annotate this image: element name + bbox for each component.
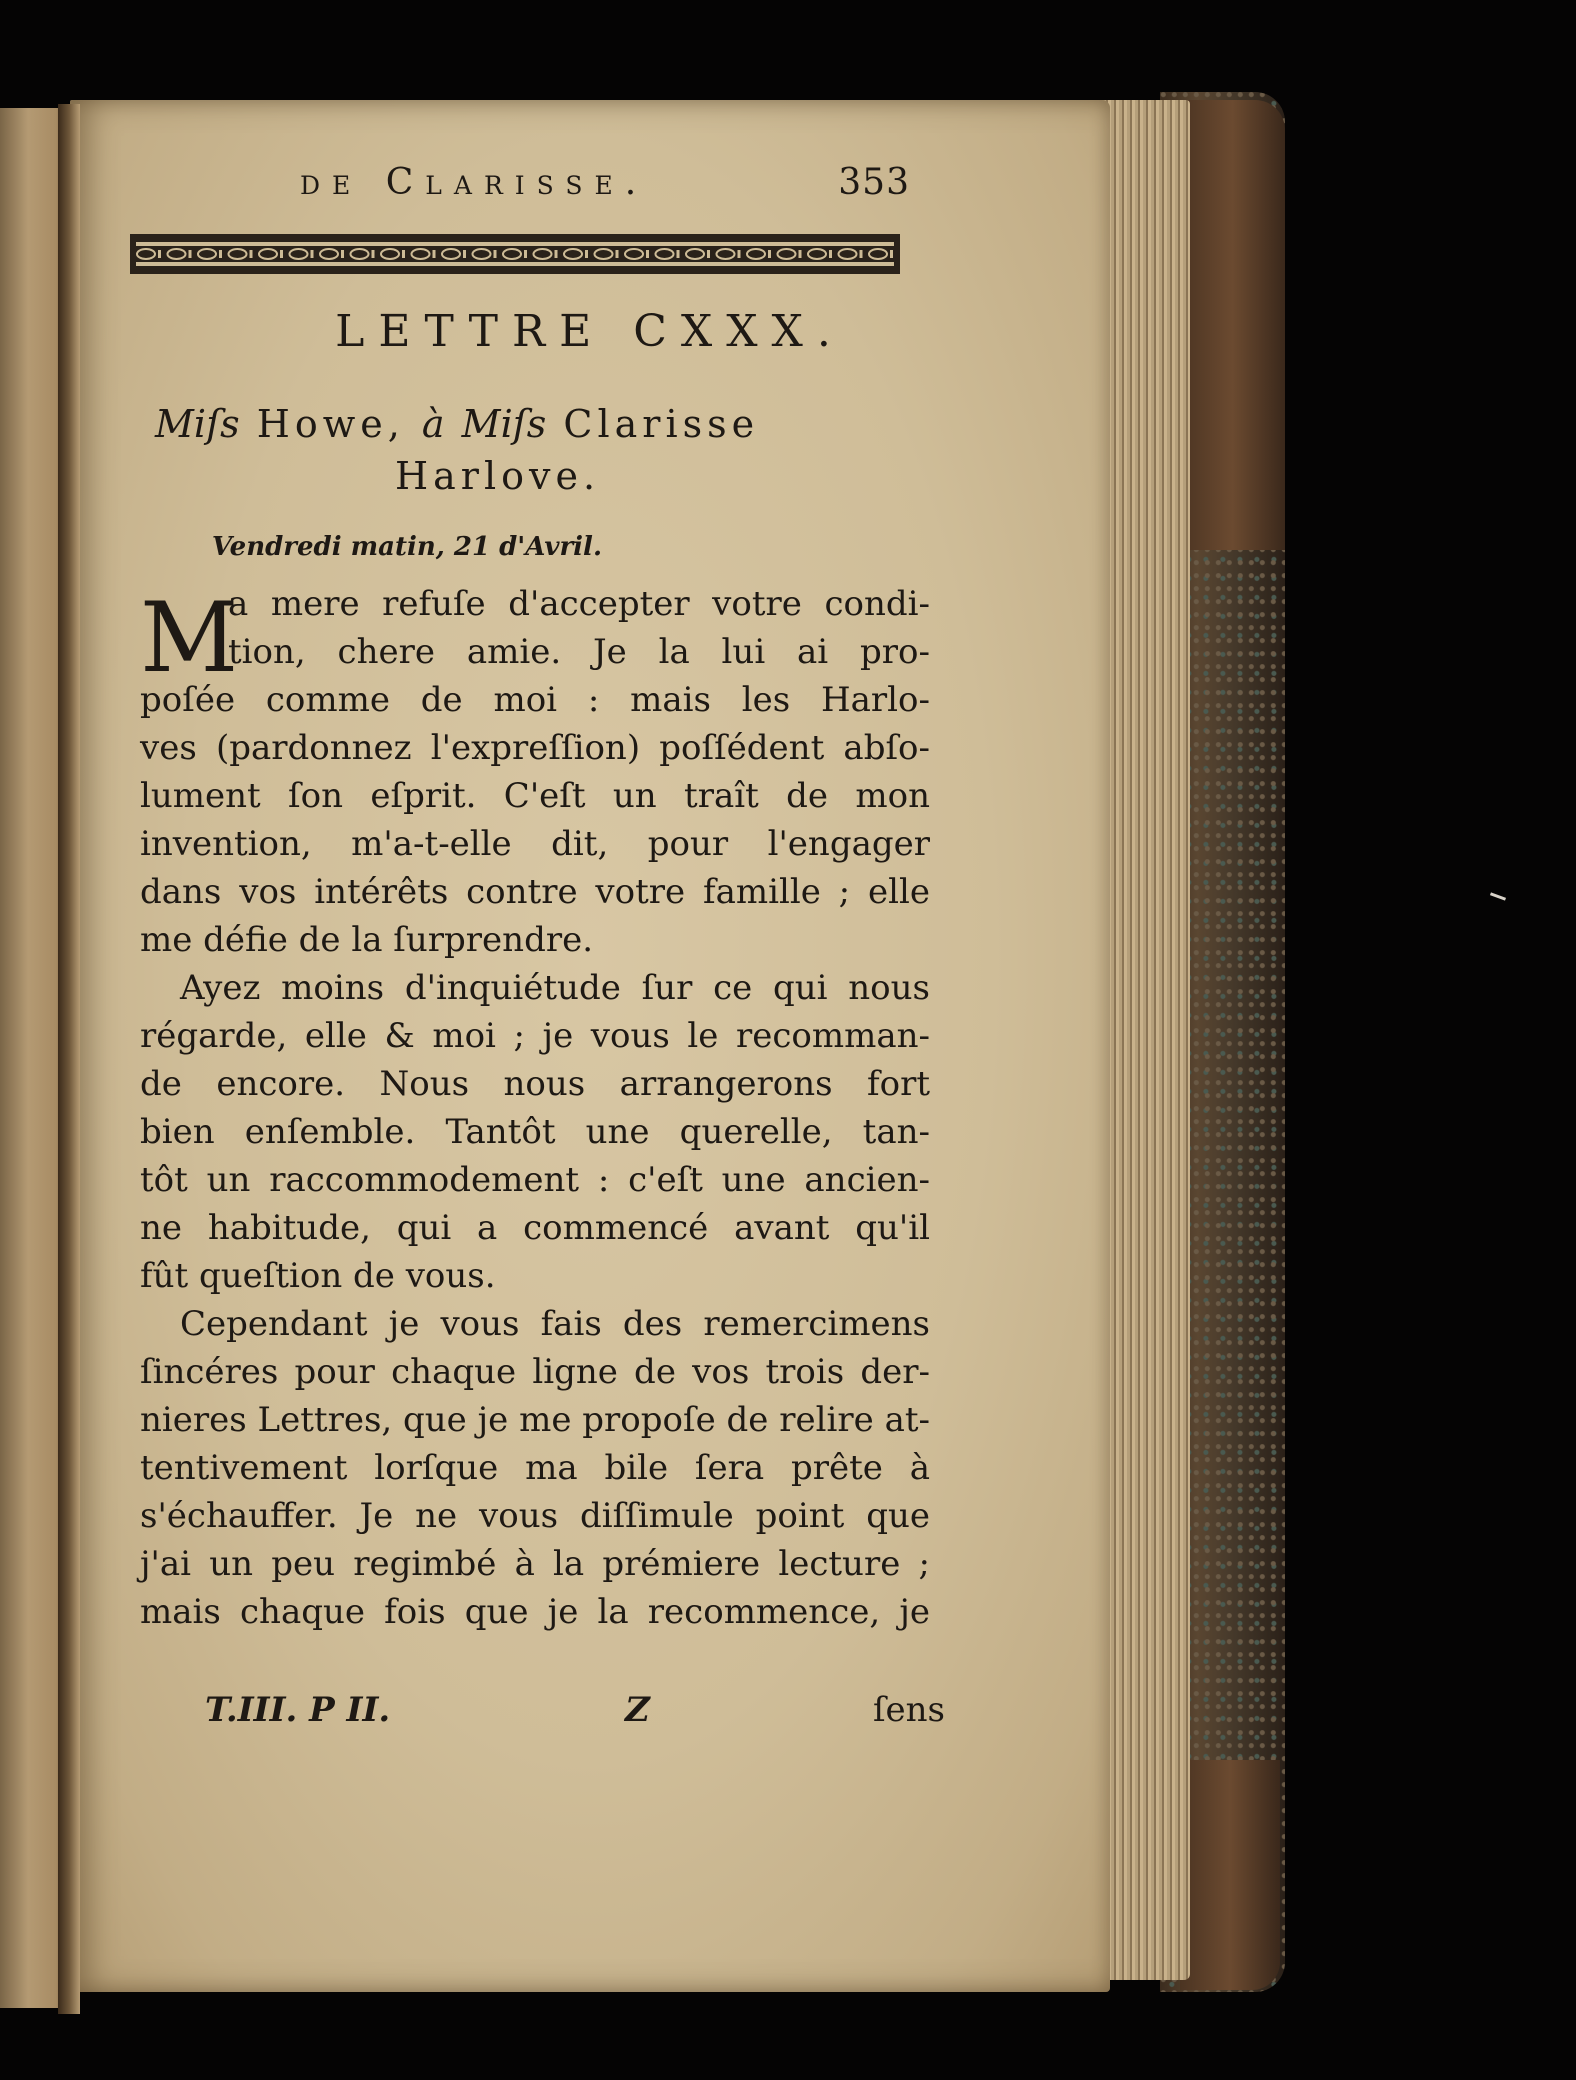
leather-corner-top bbox=[1180, 100, 1285, 550]
book-gutter bbox=[58, 104, 80, 2014]
body-line: Ayez moins d'inquiétude ſur ce qui nous bbox=[180, 968, 930, 1008]
gathering-mark: Z bbox=[625, 1690, 650, 1730]
body-line: s'échauffer. Je ne vous diſſimule point que bbox=[140, 1496, 930, 1536]
body-line: Cependant je vous fais des remercimens bbox=[180, 1304, 930, 1344]
body-line: tion, chere amie. Je la lui ai pro- bbox=[228, 632, 930, 672]
body-line: ſincéres pour chaque ligne de vos trois der- bbox=[140, 1352, 930, 1392]
catchword: ſens bbox=[872, 1690, 945, 1730]
salutation-space bbox=[445, 402, 462, 446]
running-head bbox=[250, 162, 910, 212]
salutation-title-2: Miſs bbox=[461, 402, 547, 446]
body-line: ne habitude, qui a commencé avant qu'il bbox=[140, 1208, 930, 1248]
running-title: de Clarisse. bbox=[300, 162, 649, 203]
dateline-text: Vendredi matin, 21 d'Avril. bbox=[211, 532, 602, 562]
body-line: nieres Lettres, que je me propoſe de relire at- bbox=[140, 1400, 930, 1440]
printer-ornament-band bbox=[130, 230, 900, 278]
salutation-title-1: Miſs bbox=[155, 402, 240, 446]
body-line: mais chaque fois que je la recommence, je bbox=[140, 1592, 930, 1632]
letter-body bbox=[140, 580, 930, 1636]
salutation-name-1: Howe, bbox=[239, 402, 422, 446]
body-line: lument ſon eſprit. C'eſt un traît de mon bbox=[140, 776, 930, 816]
body-line: a mere refuſe d'accepter votre condi- bbox=[228, 584, 930, 624]
body-line: j'ai un peu regimbé à la prémiere lecture ; bbox=[140, 1544, 930, 1584]
salutation-preposition: à bbox=[421, 402, 445, 446]
scratch-mark bbox=[1490, 892, 1506, 900]
body-line: invention, m'a-t-elle dit, pour l'engager bbox=[140, 824, 930, 864]
body-line: tentivement lorſque ma bile ſera prête à bbox=[140, 1448, 930, 1488]
body-line: tôt un raccommodement : c'eſt une ancien- bbox=[140, 1160, 930, 1200]
body-line: poſée comme de moi : mais les Harlo- bbox=[140, 680, 930, 720]
body-line: me défie de la ſurprendre. bbox=[140, 920, 594, 960]
body-line: régarde, elle & moi ; je vous le recomman- bbox=[140, 1016, 930, 1056]
page-number: 353 bbox=[838, 162, 910, 203]
leather-corner-bottom bbox=[1180, 1760, 1280, 1990]
letter-salutation bbox=[155, 398, 955, 502]
salutation-surname: Harlove. bbox=[395, 454, 601, 498]
volume-signature: T.III. P II. bbox=[205, 1690, 391, 1730]
body-line: de encore. Nous nous arrangerons fort bbox=[140, 1064, 930, 1104]
body-line: ves (pardonnez l'expreſſion) poſſédent abſo- bbox=[140, 728, 930, 768]
page-footer bbox=[205, 1690, 945, 1740]
body-line: bien enſemble. Tantôt une querelle, tan- bbox=[140, 1112, 930, 1152]
letter-heading: LETTRE CXXX. bbox=[335, 306, 845, 357]
body-line: fût queſtion de vous. bbox=[140, 1256, 496, 1296]
salutation-name-2: Clarisse bbox=[546, 402, 760, 446]
drop-cap: M bbox=[140, 582, 239, 694]
body-line: dans vos intérêts contre votre famille ; elle bbox=[140, 872, 930, 912]
